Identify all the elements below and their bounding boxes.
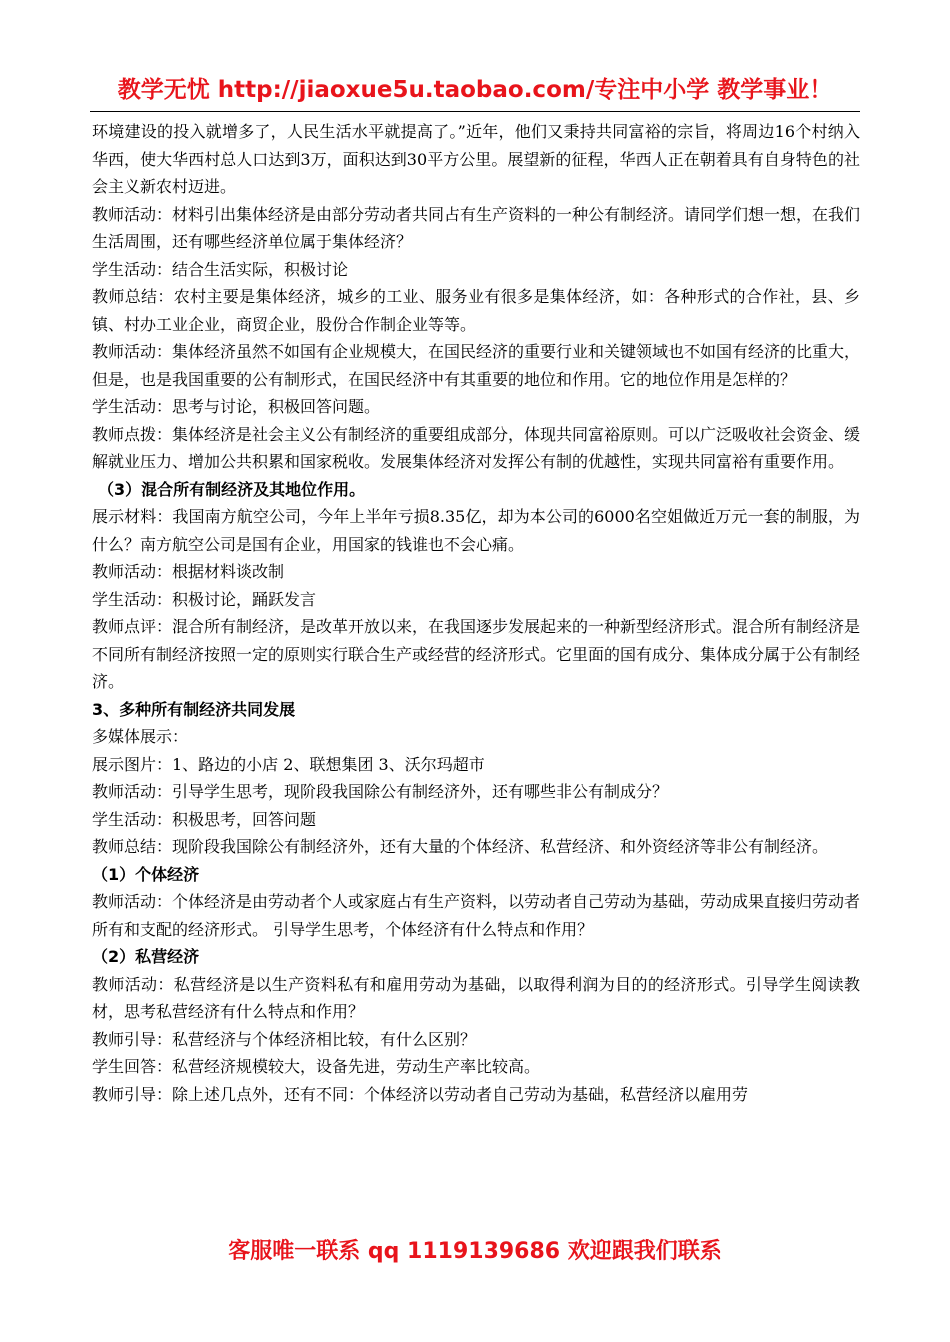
section-heading: （2）私营经济 bbox=[92, 947, 200, 966]
body-paragraph: 教师引导：除上述几点外，还有不同：个体经济以劳动者自己劳动为基础，私营经济以雇用劳 bbox=[92, 1084, 749, 1104]
body-paragraph: 教师活动：集体经济虽然不如国有企业规模大，在国民经济的重要行业和关键领域也不如国有经济的比重大，但是，也是我国重要的公有制形式，在国民经济中有其重要的地位和作用。它的地位作用是怎样的？ bbox=[92, 342, 861, 389]
body-paragraph: 教师总结：农村主要是集体经济，城乡的工业、服务业有很多是集体经济，如：各种形式的合作社，县、乡镇、村办工业企业，商贸企业，股份合作制企业等等。 bbox=[92, 287, 860, 334]
body-paragraph: 展示图片：1、路边的小店 2、联想集团 3、沃尔玛超市 bbox=[92, 754, 485, 774]
page-header: 教学无忧 http://jiaoxue5u.taobao.com/专注中小学 教学事业！ bbox=[117, 77, 833, 103]
body-paragraph: 学生活动：积极思考，回答问题 bbox=[92, 809, 317, 829]
header-divider bbox=[90, 111, 860, 112]
body-paragraph: 环境建设的投入就增多了，人民生活水平就提高了。”近年，他们又秉持共同富裕的宗旨，将周边16个村纳入华西，使大华西村总人口达到3万，面积达到30平方公里。展望新的征程，华西人正在朝着具有自身特色的社会主义新农村迈进。 bbox=[92, 122, 860, 196]
body-paragraph: 教师活动：根据材料谈改制 bbox=[92, 562, 285, 581]
body-paragraph: 学生活动：思考与讨论，积极回答问题。 bbox=[92, 397, 381, 416]
body-paragraph: 多媒体展示： bbox=[92, 727, 189, 746]
document-body bbox=[92, 118, 860, 1108]
section-heading: （3）混合所有制经济及其地位作用。 bbox=[98, 479, 366, 499]
section-heading: （1）个体经济 bbox=[92, 864, 200, 884]
body-paragraph: 教师点拨：集体经济是社会主义公有制经济的重要组成部分，体现共同富裕原则。可以广泛吸收社会资金、缓解就业压力、增加公共积累和国家税收。发展集体经济对发挥公有制的优越性，实现共同富裕有重要作用。 bbox=[92, 424, 861, 471]
body-paragraph: 教师活动：引导学生思考，现阶段我国除公有制经济外，还有哪些非公有制成分？ bbox=[92, 782, 669, 801]
body-paragraph: 学生活动：结合生活实际，积极讨论 bbox=[92, 259, 349, 279]
body-paragraph: 展示材料：我国南方航空公司，今年上半年亏损8.35亿，却为本公司的6000名空姐做近万元一套的制服，为什么？南方航空公司是国有企业，用国家的钱谁也不会心痛。 bbox=[92, 507, 860, 554]
body-paragraph: 教师引导：私营经济与个体经济相比较，有什么区别？ bbox=[92, 1029, 477, 1049]
body-paragraph: 教师活动：个体经济是由劳动者个人或家庭占有生产资料，以劳动者自己劳动为基础，劳动成果直接归劳动者所有和支配的经济形式。 引导学生思考，个体经济有什么特点和作用？ bbox=[92, 892, 861, 939]
body-paragraph: 教师活动：私营经济是以生产资料私有和雇用劳动为基础，以取得利润为目的的经济形式。引导学生阅读教材，思考私营经济有什么特点和作用？ bbox=[92, 974, 860, 1021]
body-paragraph: 学生活动：积极讨论，踊跃发言 bbox=[92, 589, 317, 609]
body-paragraph: 教师总结：现阶段我国除公有制经济外，还有大量的个体经济、私营经济、和外资经济等非公有制经济。 bbox=[92, 837, 829, 856]
body-paragraph: 教师点评：混合所有制经济，是改革开放以来，在我国逐步发展起来的一种新型经济形式。混合所有制经济是不同所有制经济按照一定的原则实行联合生产或经营的经济形式。它里面的国有成分、集体成分属于公有制经济。 bbox=[92, 617, 861, 691]
body-paragraph: 教师活动：材料引出集体经济是由部分劳动者共同占有生产资料的一种公有制经济。请同学们想一想，在我们生活周围，还有哪些经济单位属于集体经济？ bbox=[92, 204, 861, 251]
section-heading: 3、多种所有制经济共同发展 bbox=[92, 699, 296, 719]
body-paragraph: 学生回答：私营经济规模较大，设备先进，劳动生产率比较高。 bbox=[92, 1057, 541, 1076]
page-footer: 客服唯一联系 qq 1119139686 欢迎跟我们联系 bbox=[228, 1239, 722, 1264]
